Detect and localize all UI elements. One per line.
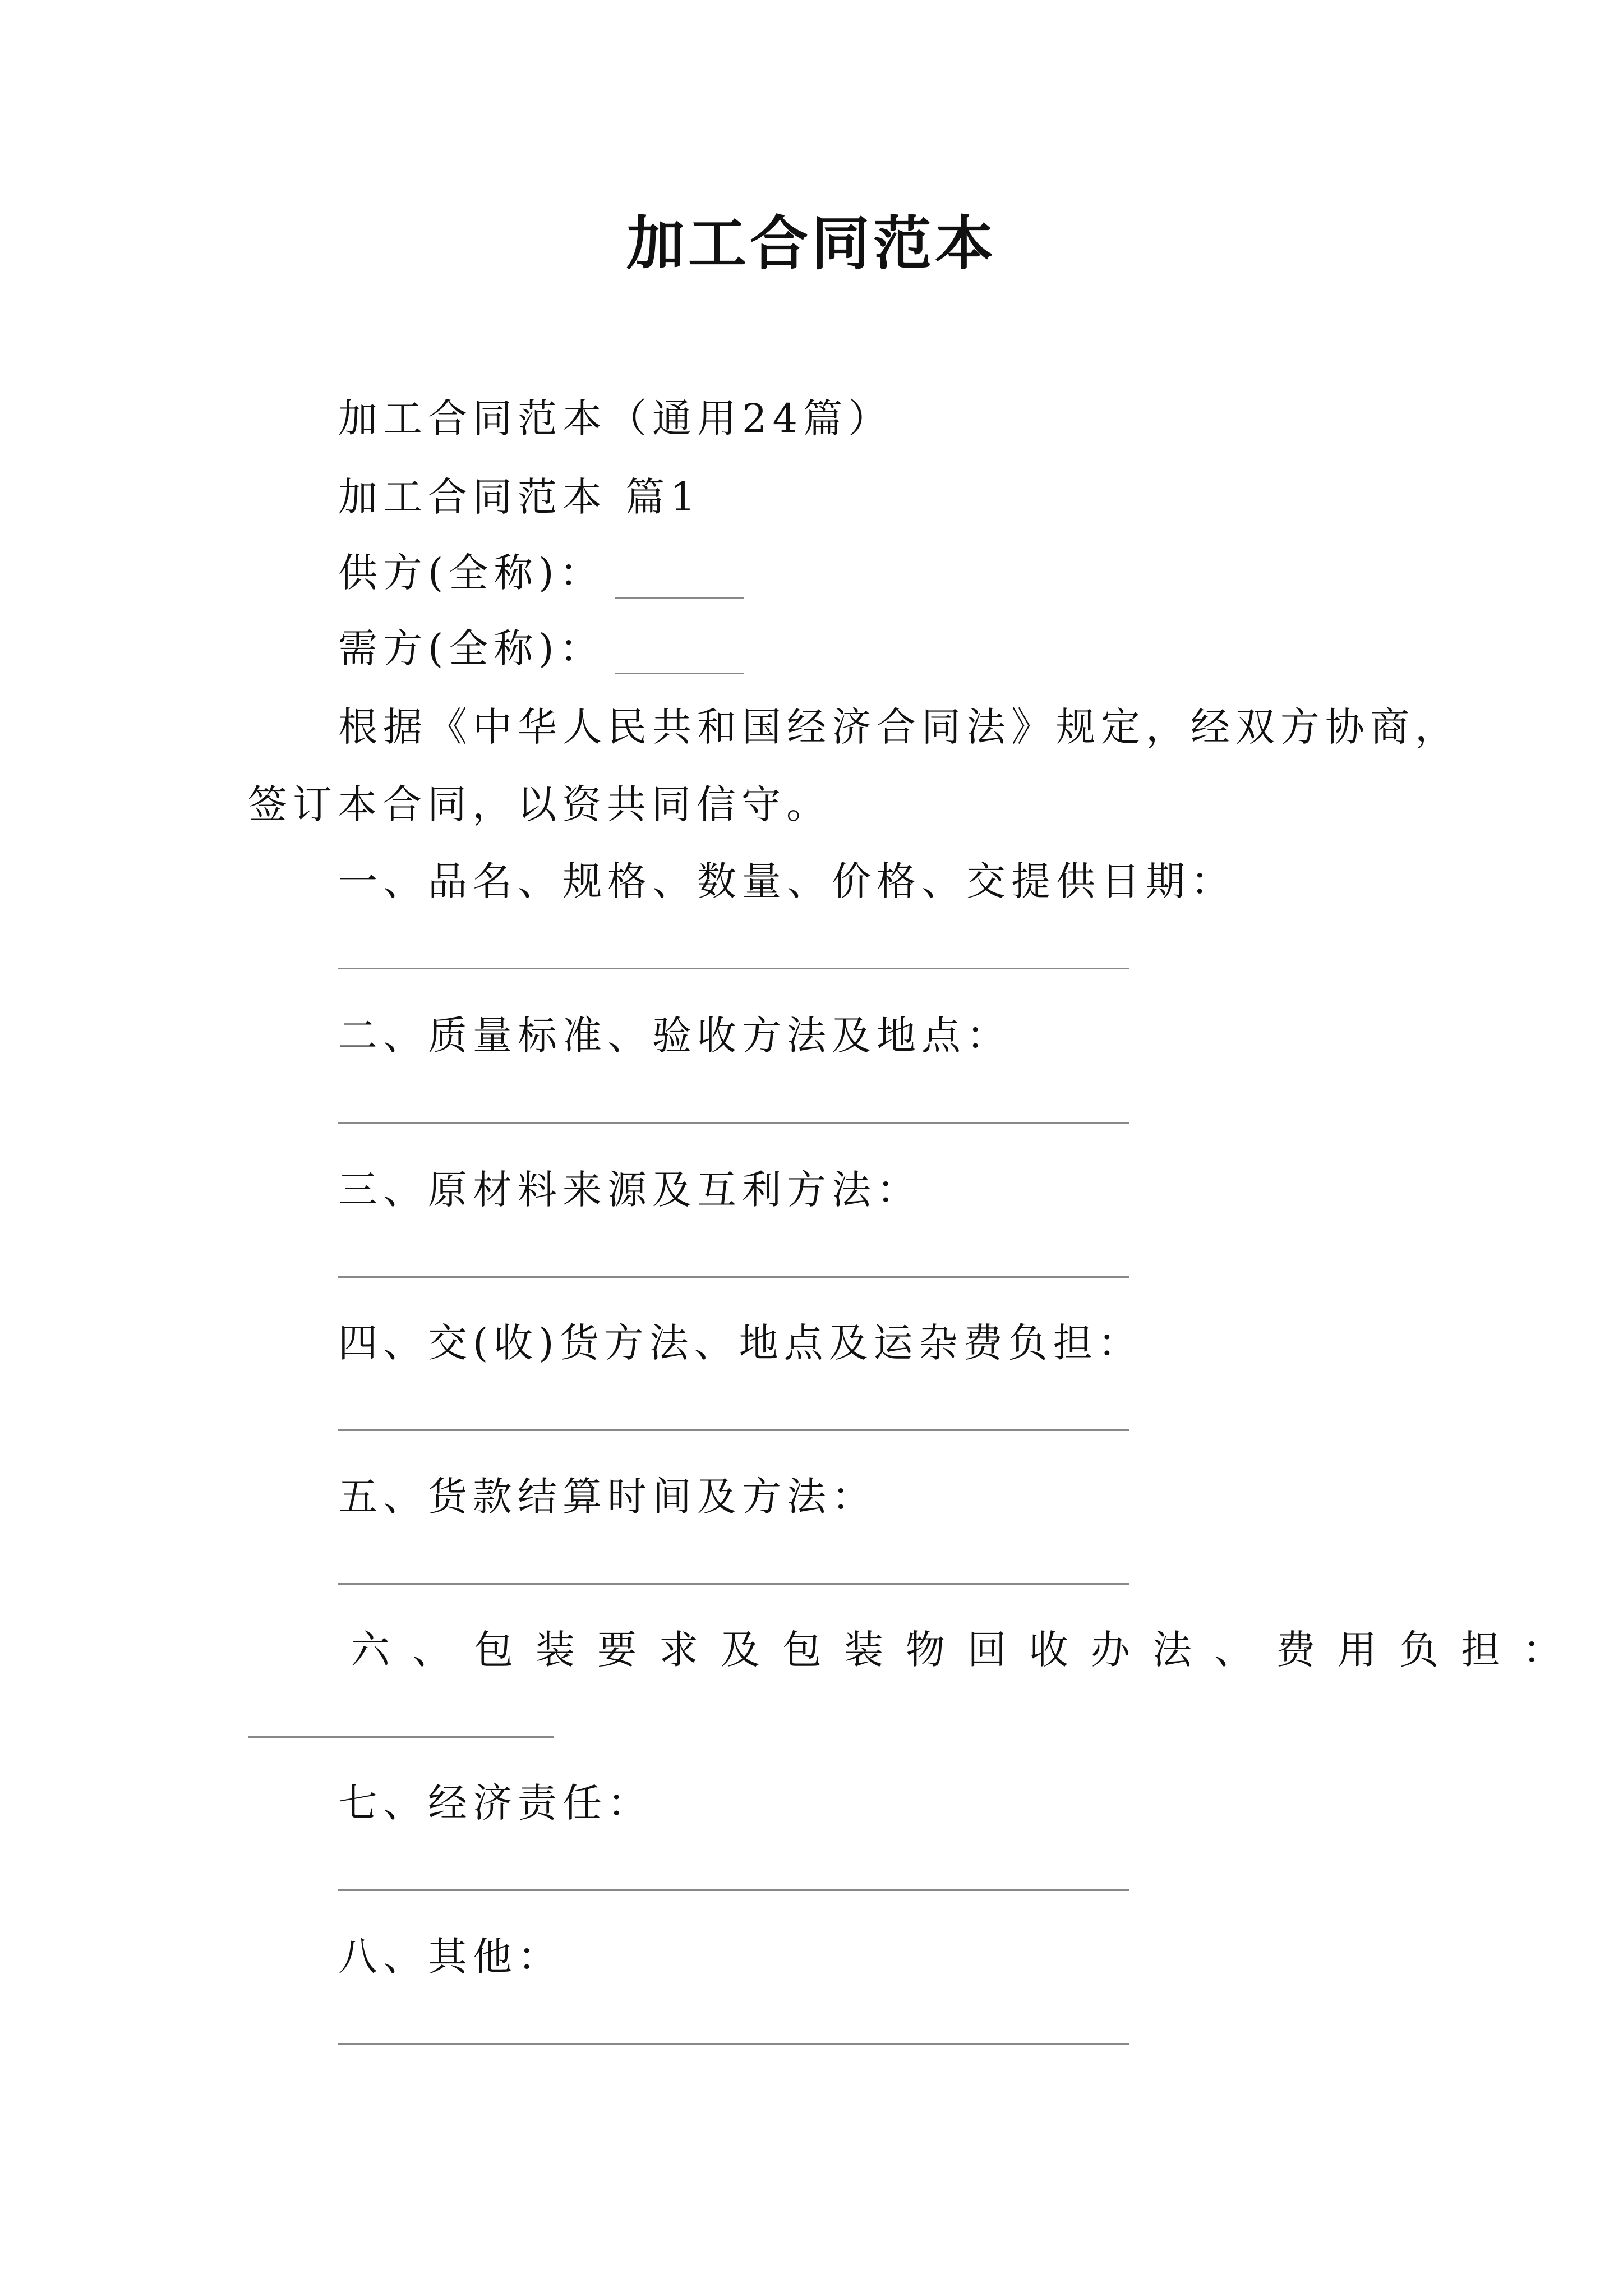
clause-3-blank-rule: [338, 1276, 1129, 1278]
clause-2: 二、质量标准、验收方法及地点：: [338, 1013, 1011, 1059]
buyer-line: [338, 617, 744, 674]
supplier-line: [338, 541, 744, 598]
clause-8-blank-rule: [338, 2043, 1129, 2045]
preamble-line-1: 根据《中华人民共和国经济合同法》规定，经双方协商，: [338, 704, 1460, 750]
clause-6-blank-rule: [248, 1736, 554, 1738]
document-subtitle: 加工合同范本（通用24篇）: [338, 395, 893, 441]
section-heading: 加工合同范本 篇1: [338, 474, 701, 520]
clause-1-blank-rule: [338, 968, 1129, 969]
buyer-blank: [615, 670, 744, 674]
clause-4: 四、交(收)货方法、地点及运杂费负担：: [338, 1320, 1143, 1366]
clause-8: 八、其他：: [338, 1934, 562, 1980]
clause-7-blank-rule: [338, 1889, 1129, 1891]
clause-2-blank-rule: [338, 1122, 1129, 1124]
supplier-label: 供方(全称)：: [338, 550, 605, 596]
clause-5-blank-rule: [338, 1583, 1129, 1585]
document-title: 加工合同范本: [626, 209, 997, 278]
clause-1: 一、品名、规格、数量、价格、交提供日期：: [338, 858, 1235, 904]
supplier-blank: [615, 595, 744, 599]
clause-6: 六、包装要求及包装物回收办法、费用负担：: [351, 1627, 1584, 1673]
clause-3: 三、原材料来源及互利方法：: [338, 1167, 921, 1213]
buyer-label: 需方(全称)：: [338, 625, 605, 671]
clause-7: 七、经济责任：: [338, 1780, 652, 1826]
preamble-line-2: 签订本合同，以资共同信守。: [248, 781, 831, 827]
clause-5: 五、货款结算时间及方法：: [338, 1474, 877, 1520]
clause-4-blank-rule: [338, 1429, 1129, 1431]
